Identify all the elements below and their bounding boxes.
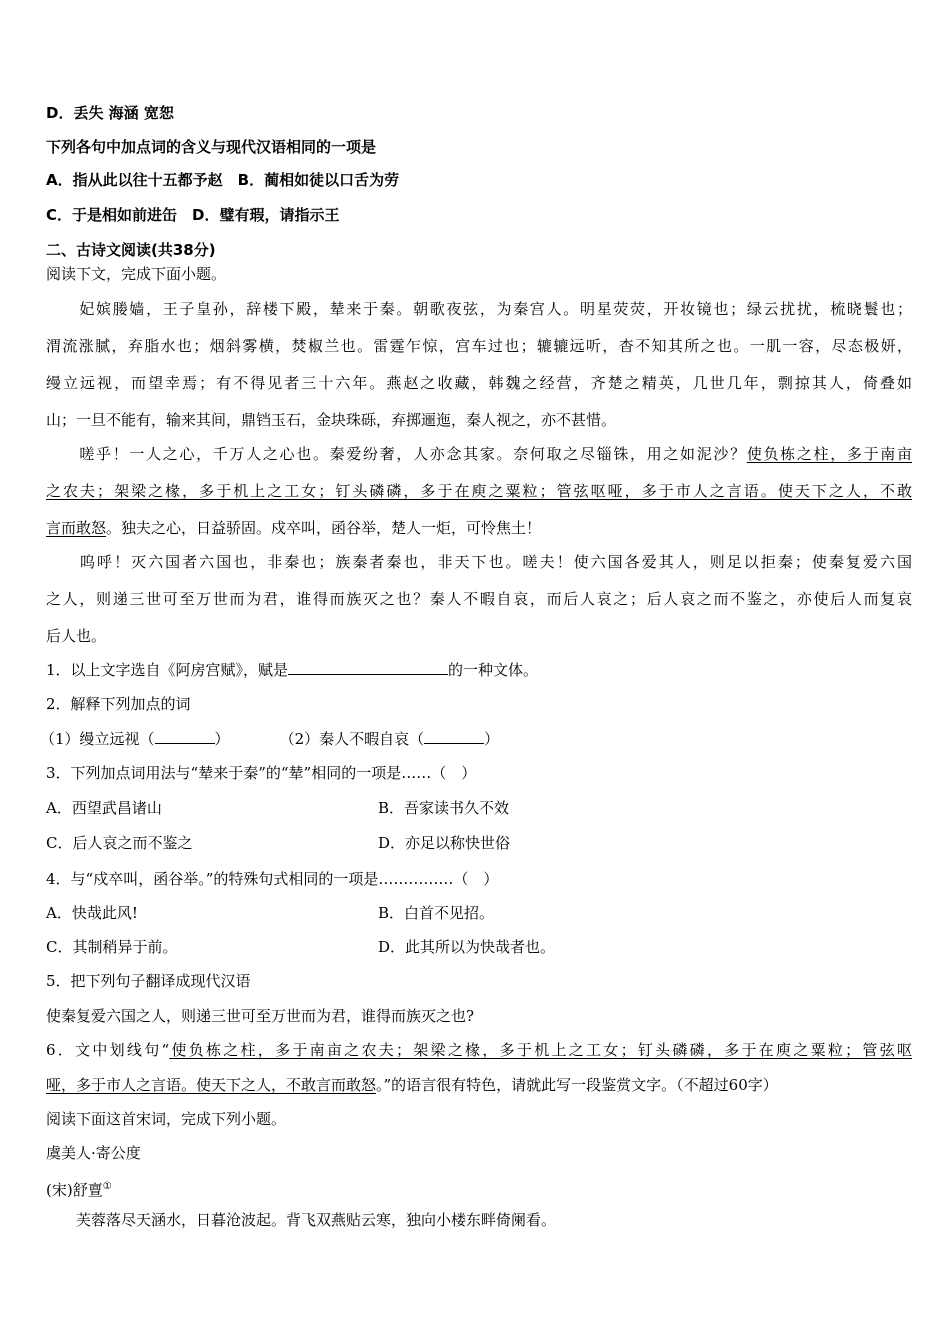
question-1: 1．以上文字选自《阿房宫赋》，赋是 的一种文体。 [46,661,539,679]
answer-blank[interactable] [288,660,448,675]
q4-option-b: B．白首不见招。 [378,904,495,922]
footnote-marker: ① [102,1181,112,1192]
q3-option-d: D．亦足以称快世俗 [378,834,511,852]
q4-option-a: A．快哉此风! [46,904,138,922]
passage-p1-line1: 妃嫔媵嫱，王子皇孙，辞楼下殿，辇来于秦。朝歌夜弦，为秦宫人。明星荧荧，开妆镜也；绿云扰扰，梳晓鬟也； [46,300,912,318]
passage-p2-line3: 言而敢怒。独夫之心，日益骄固。戍卒叫，函谷举，楚人一炬，可怜焦土！ [46,519,542,537]
question-2-items: （1）缦立远视（ ） （2）秦人不暇自哀（ ） [40,730,500,748]
option-a: A．指从此以往十五都予赵 [46,171,223,189]
options-cd [46,205,339,225]
poem-intro: 阅读下面这首宋词，完成下列小题。 [46,1110,287,1128]
passage-p1-line3: 缦立远视，而望幸焉；有不得见者三十六年。燕赵之收藏，韩魏之经营，齐楚之精英，几世几年，剽掠其人，倚叠如 [46,374,912,392]
passage-p1-line2: 渭流涨腻，弃脂水也；烟斜雾横，焚椒兰也。雷霆乍惊，宫车过也；辘辘远听，杳不知其所之也。一肌一容，尽态极妍， [46,337,912,355]
passage-p1-line4: 山；一旦不能有，输来其间，鼎铛玉石，金块珠砾，弃掷逦迤，秦人视之，亦不甚惜。 [46,411,617,429]
option-d: D．璧有瑕，请指示王 [192,206,340,224]
passage-p3-line1: 呜呼！灭六国者六国也，非秦也；族秦者秦也，非天下也。嗟夫！使六国各爱其人，则足以拒秦；使秦复爱六国 [46,553,912,571]
question-4: 4．与“戍卒叫，函谷举。”的特殊句式相同的一项是……………（ ） [46,870,499,888]
option-c: C．于是相如前进缶 [46,206,178,224]
poem-line-1: 芙蓉落尽天涵水，日暮沧波起。背飞双燕贴云寒，独向小楼东畔倚阑看。 [46,1211,557,1229]
underlined-sentence: 言而敢怒 [46,519,107,537]
q3-option-a: A．西望武昌诸山 [46,799,162,817]
option-b: B．蔺相如徒以口舌为劳 [237,171,400,189]
passage-p2-line1: 嗟乎！一人之心，千万人之心也。秦爱纷奢，人亦念其家。奈何取之尽锱铢，用之如泥沙？使负栋之柱，多于南亩 [46,445,912,463]
option-d-line: D．丢失 海涵 宽恕 [46,104,174,122]
answer-blank[interactable] [155,729,215,744]
question-2: 2．解释下列加点的词 [46,695,191,713]
underlined-sentence: 之农夫；架梁之椽，多于机上之工女；钉头磷磷，多于在庾之粟粒；管弦呕哑，多于市人之言语。使天下之人，不敢 [46,482,912,500]
section-title: 二、古诗文阅读(共38分) [46,241,216,259]
answer-blank[interactable] [424,729,484,744]
question-6-line2: 哑，多于市人之言语。使天下之人，不敢言而敢怒。”的语言很有特色，请就此写一段鉴赏文字。（不超过60字） [46,1076,778,1094]
question-3: 3．下列加点词用法与“辇来于秦”的“辇”相同的一项是……（ ） [46,764,477,782]
question-5-sentence: 使秦复爱六国之人，则递三世可至万世而为君，谁得而族灭之也? [46,1007,475,1025]
passage-p3-line2: 之人，则递三世可至万世而为君，谁得而族灭之也？秦人不暇自哀，而后人哀之；后人哀之而不鉴之，亦使后人而复哀 [46,590,912,608]
question-5: 5．把下列句子翻译成现代汉语 [46,972,251,990]
passage-p2-line2 [46,481,912,501]
reading-intro: 阅读下文，完成下面小题。 [46,265,227,283]
underlined-sentence: 使负栋之柱，多于南亩 [746,445,912,463]
q3-option-c: C．后人哀之而不鉴之 [46,834,193,852]
poem-author: (宋)舒亶① [46,1181,112,1199]
question-stem: 下列各句中加点词的含义与现代汉语相同的一项是 [46,138,377,156]
underlined-sentence: 哑，多于市人之言语。使天下之人，不敢言而敢怒 [46,1076,377,1094]
underlined-sentence: 使负栋之柱，多于南亩之农夫；架梁之椽，多于机上之工女；钉头磷磷，多于在庾之粟粒；管弦呕 [169,1041,912,1059]
q4-option-c: C．其制稍异于前。 [46,938,178,956]
passage-p3-line3: 后人也。 [46,627,107,645]
poem-title: 虞美人·寄公度 [46,1144,141,1162]
q3-option-b: B．吾家读书久不效 [378,799,510,817]
q4-option-d: D．此其所以为快哉者也。 [378,938,556,956]
question-6-line1: 6．文中划线句“使负栋之柱，多于南亩之农夫；架梁之椽，多于机上之工女；钉头磷磷，多于在庾之粟粒；管弦呕 [46,1041,912,1059]
options-ab [46,170,399,190]
